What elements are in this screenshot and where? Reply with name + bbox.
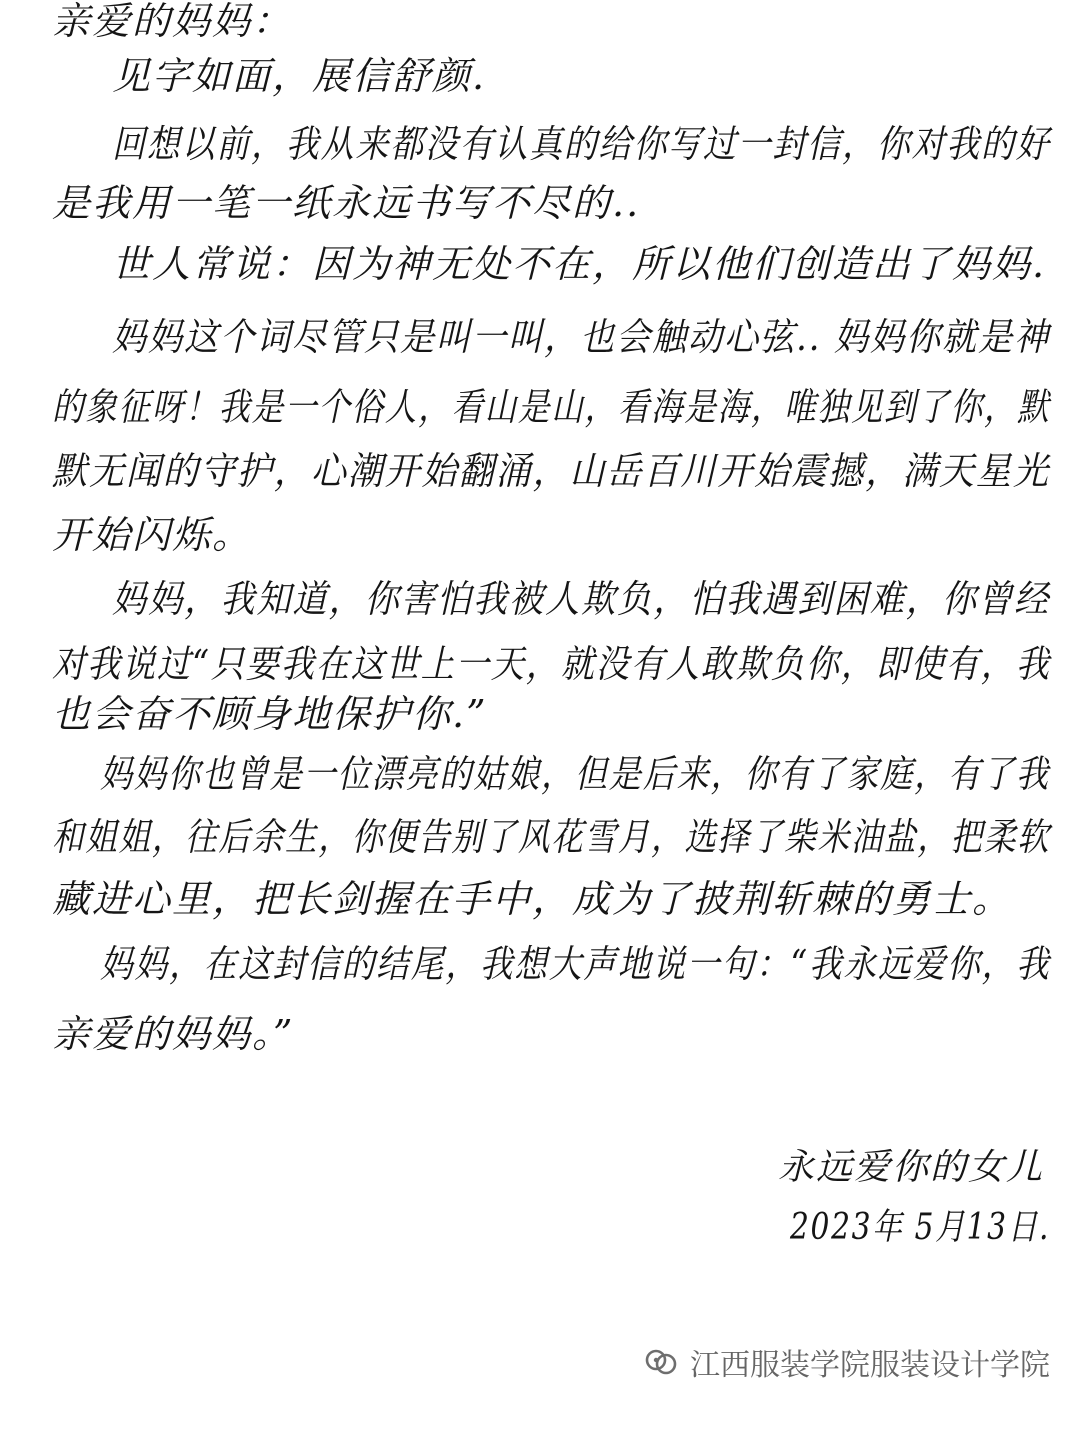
letter-line: 妈妈这个词尽管只是叫一叫，也会触动心弦.. 妈妈你就是神 — [112, 315, 1051, 359]
letter-line: 对我说过“只要我在这世上一天，就没有人敢欺负你，即使有，我 — [52, 642, 1051, 686]
letter-line: 妈妈，在这封信的结尾，我想大声地说一句：“我永远爱你，我 — [100, 942, 1051, 986]
letter-date: 2023年 5月13日. — [790, 1207, 1051, 1248]
letter-line: 亲爱的妈妈。” — [52, 1012, 295, 1056]
letter-line: 回想以前，我从来都没有认真的给你写过一封信，你对我的好 — [112, 122, 1051, 166]
letter-line: 的象征呀！我是一个俗人，看山是山，看海是海，唯独见到了你，默 — [52, 385, 1051, 429]
letter-line: 和姐姐，往后余生，你便告别了风花雪月，选择了柴米油盐，把柔软 — [52, 815, 1051, 859]
letter-line: 世人常说：因为神无处不在，所以他们创造出了妈妈. — [112, 242, 1047, 286]
wechat-official-account-icon — [642, 1346, 680, 1378]
letter-line: 妈妈，我知道，你害怕我被人欺负，怕我遇到困难，你曾经 — [112, 577, 1051, 621]
letter-line: 藏进心里，把长剑握在手中，成为了披荆斩棘的勇士。 — [52, 877, 1013, 921]
letter-line: 开始闪烁。 — [52, 513, 253, 557]
letter-line: 见字如面，展信舒颜. — [112, 54, 487, 98]
letter-signature: 永远爱你的女儿 — [778, 1147, 1045, 1188]
letter-line: 妈妈你也曾是一位漂亮的姑娘，但是后来，你有了家庭，有了我 — [100, 752, 1050, 796]
letter-salutation: 亲爱的妈妈： — [52, 0, 293, 43]
letter-line: 也会奋不顾身地保护你.” — [52, 692, 488, 736]
letter-line: 是我用一笔一纸永远书写不尽的.. — [52, 181, 641, 225]
account-watermark — [642, 1342, 1050, 1382]
watermark-text: 江西服装学院服装设计学院 — [690, 1348, 1050, 1383]
letter-line: 默无闻的守护，心潮开始翻涌，山岳百川开始震撼，满天星光 — [52, 449, 1050, 493]
